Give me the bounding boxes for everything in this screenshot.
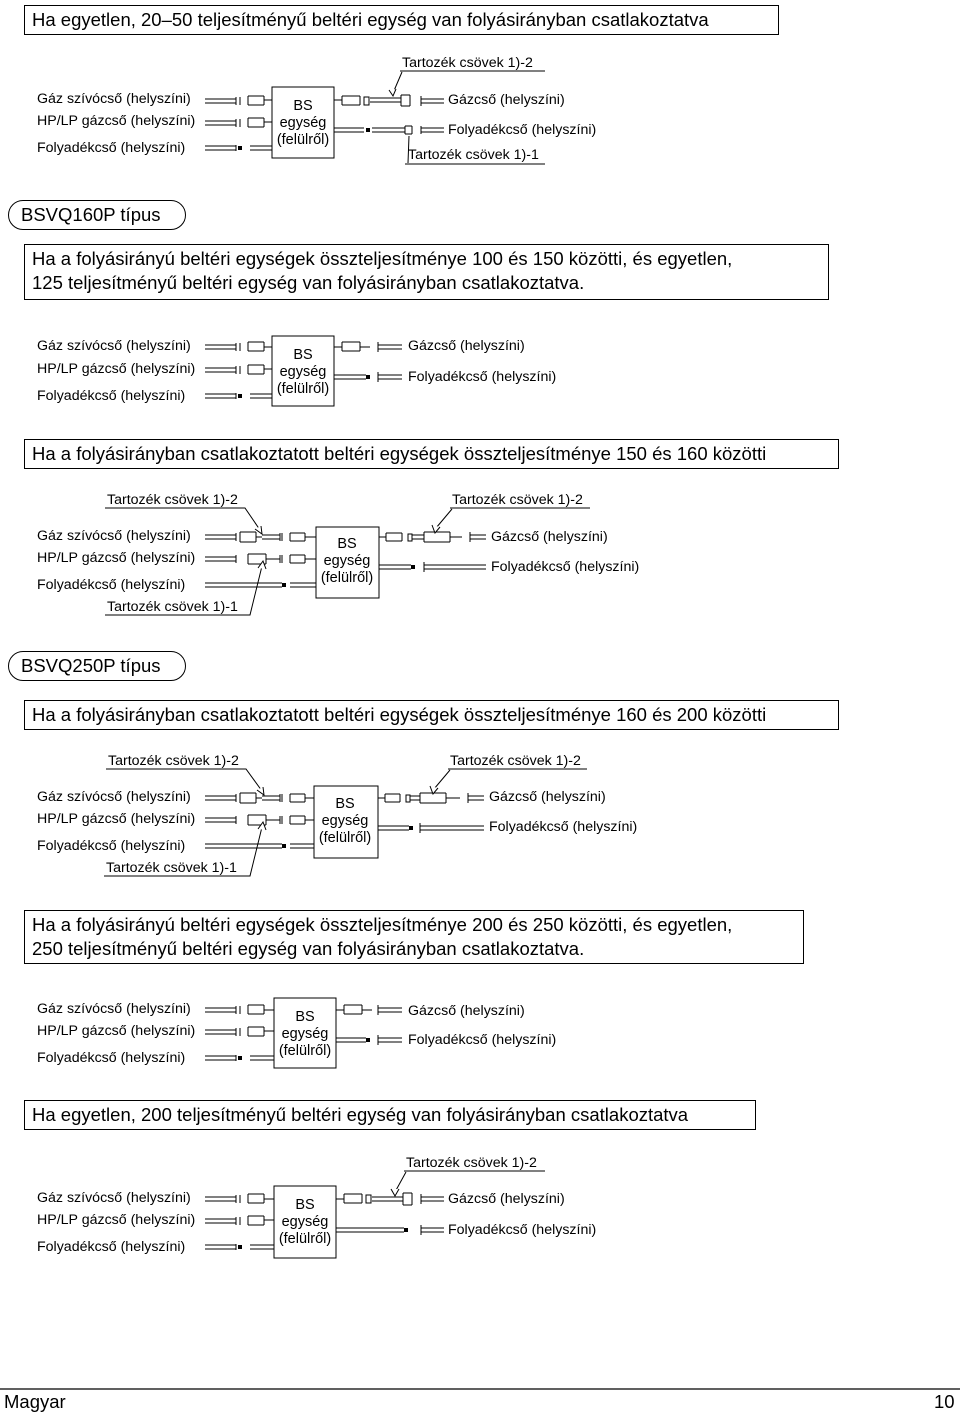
- liquid-pipe-left-label: Folyadékcső (helyszíni): [37, 838, 186, 854]
- liquid-pipe-left-label: Folyadékcső (helyszíni): [37, 140, 186, 156]
- bs-line-1: BS: [335, 796, 355, 812]
- accessory-pipe-1-label: Tartozék csövek 1)-1: [107, 599, 238, 615]
- suction-gas-pipe-label: Gáz szívócső (helyszíni): [37, 1190, 191, 1206]
- hp-lp-gas-pipe-label: HP/LP gázcső (helyszíni): [37, 811, 196, 827]
- model-badge-bsvq250p: BSVQ250P típus: [8, 651, 186, 681]
- footer-language: Magyar: [4, 1391, 66, 1412]
- liquid-pipe-left-label: Folyadékcső (helyszíni): [37, 577, 186, 593]
- bs-line-2: egység: [321, 813, 369, 829]
- hp-lp-gas-pipe-label: HP/LP gázcső (helyszíni): [37, 1023, 196, 1039]
- gas-pipe-right-label: Gázcső (helyszíni): [408, 1003, 525, 1019]
- section-title-2: [24, 244, 829, 300]
- accessory-pipe-2-label: Tartozék csövek 1)-2: [402, 55, 533, 71]
- accessory-pipe-2-label-right: Tartozék csövek 1)-2: [450, 753, 581, 769]
- liquid-pipe-right-label: Folyadékcső (helyszíni): [491, 559, 640, 575]
- bs-unit-label: [316, 536, 378, 587]
- model-badge-bsvq160p: BSVQ160P típus: [8, 200, 186, 230]
- accessory-pipe-2-label: Tartozék csövek 1)-2: [108, 753, 239, 769]
- bs-unit-label: [274, 1197, 336, 1248]
- suction-gas-pipe-label: Gáz szívócső (helyszíni): [37, 789, 191, 805]
- section-title-3: Ha a folyásirányban csatlakoztatott beltéri egységek összteljesítménye 150 és 160 közötti: [24, 439, 839, 469]
- bs-unit-label: [272, 98, 334, 149]
- gas-pipe-right-label: Gázcső (helyszíni): [491, 529, 608, 545]
- suction-gas-pipe-label: Gáz szívócső (helyszíni): [37, 338, 191, 354]
- section-title-4: Ha a folyásirányban csatlakoztatott beltéri egységek összteljesítménye 160 és 200 közötti: [24, 700, 839, 730]
- bs-unit-label: [274, 1009, 336, 1060]
- liquid-pipe-left-label: Folyadékcső (helyszíni): [37, 388, 186, 404]
- bs-line-3: (felülről): [318, 830, 372, 846]
- liquid-pipe-right-label: Folyadékcső (helyszíni): [448, 122, 597, 138]
- suction-gas-pipe-label: Gáz szívócső (helyszíni): [37, 528, 191, 544]
- hp-lp-gas-pipe-label: HP/LP gázcső (helyszíni): [37, 550, 196, 566]
- section-5-line-2: 250 teljesítményű beltéri egység van folyásirányban csatlakoztatva.: [32, 938, 585, 959]
- bs-line-1: BS: [293, 98, 313, 114]
- section-5-line-1: Ha a folyásirányú beltéri egységek összteljesítménye 200 és 250 közötti, és egyetlen,: [32, 914, 733, 935]
- accessory-pipe-2-label: Tartozék csövek 1)-2: [107, 492, 238, 508]
- page-number: 10: [934, 1391, 955, 1412]
- bs-line-2: egység: [323, 553, 371, 569]
- liquid-pipe-right-label: Folyadékcső (helyszíni): [489, 819, 638, 835]
- accessory-pipe-1-label: Tartozék csövek 1)-1: [408, 147, 539, 163]
- hp-lp-gas-pipe-label: HP/LP gázcső (helyszíni): [37, 1212, 196, 1228]
- bs-line-1: BS: [295, 1009, 315, 1025]
- bs-unit-label: [272, 347, 334, 398]
- bs-line-3: (felülről): [276, 132, 330, 148]
- liquid-pipe-right-label: Folyadékcső (helyszíni): [448, 1222, 597, 1238]
- section-title-5: [24, 910, 804, 964]
- bs-line-3: (felülről): [320, 570, 374, 586]
- gas-pipe-right-label: Gázcső (helyszíni): [408, 338, 525, 354]
- accessory-pipe-2-label-right: Tartozék csövek 1)-2: [452, 492, 583, 508]
- section-2-line-2: 125 teljesítményű beltéri egység van folyásirányban csatlakoztatva.: [32, 272, 585, 293]
- bs-line-3: (felülről): [278, 1043, 332, 1059]
- bs-line-2: egység: [281, 1026, 329, 1042]
- bs-line-2: egység: [279, 115, 327, 131]
- liquid-pipe-left-label: Folyadékcső (helyszíni): [37, 1050, 186, 1066]
- liquid-pipe-left-label: Folyadékcső (helyszíni): [37, 1239, 186, 1255]
- bs-line-2: egység: [279, 364, 327, 380]
- accessory-pipe-1-label: Tartozék csövek 1)-1: [106, 860, 237, 876]
- gas-pipe-right-label: Gázcső (helyszíni): [489, 789, 606, 805]
- bs-line-1: BS: [295, 1197, 315, 1213]
- accessory-pipe-2-label: Tartozék csövek 1)-2: [406, 1155, 537, 1171]
- bs-line-3: (felülről): [278, 1231, 332, 1247]
- hp-lp-gas-pipe-label: HP/LP gázcső (helyszíni): [37, 361, 196, 377]
- suction-gas-pipe-label: Gáz szívócső (helyszíni): [37, 1001, 191, 1017]
- section-2-line-1: Ha a folyásirányú beltéri egységek összteljesítménye 100 és 150 közötti, és egyetlen,: [32, 248, 733, 269]
- hp-lp-gas-pipe-label: HP/LP gázcső (helyszíni): [37, 113, 196, 129]
- gas-pipe-right-label: Gázcső (helyszíni): [448, 1191, 565, 1207]
- bs-line-1: BS: [293, 347, 313, 363]
- bs-line-2: egység: [281, 1214, 329, 1230]
- liquid-pipe-right-label: Folyadékcső (helyszíni): [408, 369, 557, 385]
- suction-gas-pipe-label: Gáz szívócső (helyszíni): [37, 91, 191, 107]
- section-title-6: Ha egyetlen, 200 teljesítményű beltéri egység van folyásirányban csatlakoztatva: [24, 1100, 756, 1130]
- bs-unit-label: [314, 796, 376, 847]
- gas-pipe-right-label: Gázcső (helyszíni): [448, 92, 565, 108]
- bs-line-1: BS: [337, 536, 357, 552]
- liquid-pipe-right-label: Folyadékcső (helyszíni): [408, 1032, 557, 1048]
- section-title-1: Ha egyetlen, 20–50 teljesítményű beltéri egység van folyásirányban csatlakoztatva: [24, 5, 779, 35]
- bs-line-3: (felülről): [276, 381, 330, 397]
